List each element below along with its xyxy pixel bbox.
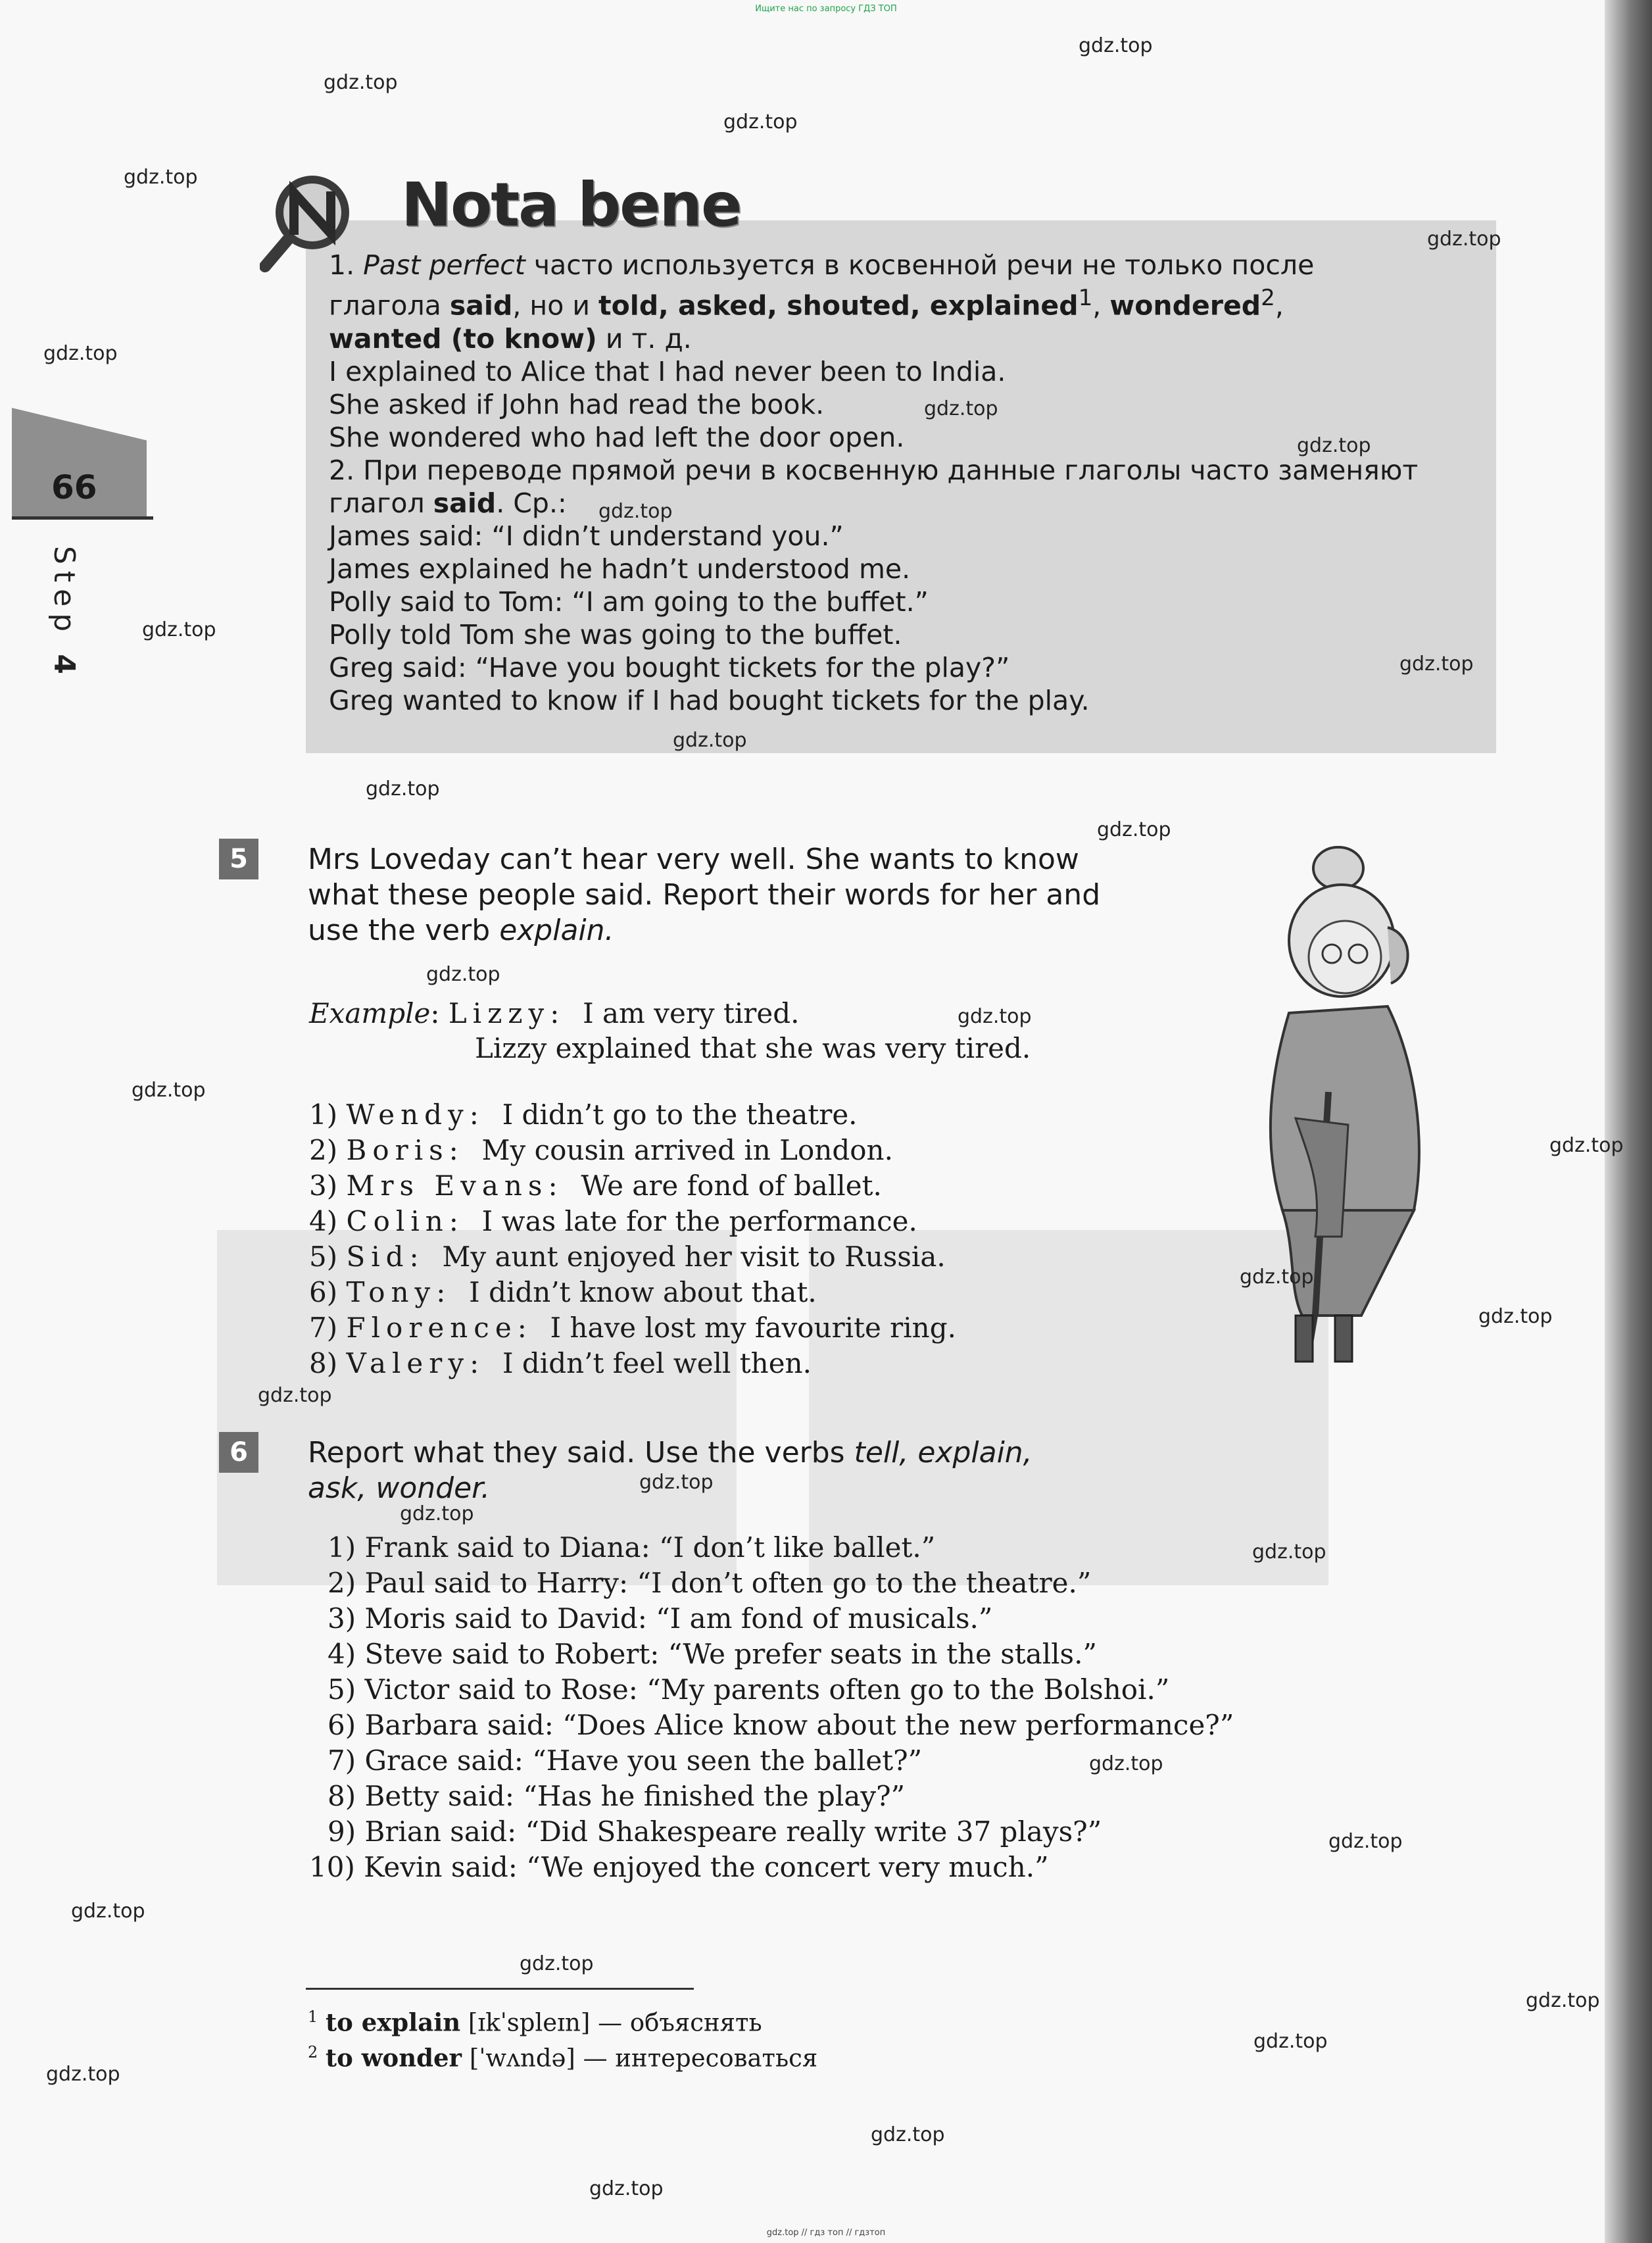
step-label: Step 4 bbox=[47, 546, 81, 674]
list-item: 9) Brian said: “Did Shakespeare really write 37 plays?” bbox=[328, 1815, 1102, 1848]
exercise-6-badge: 6 bbox=[219, 1432, 258, 1473]
watermark: gdz.top bbox=[598, 500, 673, 523]
footnote-1: $^1$ to explain [ɪkˈspleɪn] — объяснять bbox=[308, 2008, 762, 2037]
list-item: 10) Kevin said: “We enjoyed the concert very much.” bbox=[309, 1851, 1049, 1883]
list-item: 5) Victor said to Rose: “My parents often go to the Bolshoi.” bbox=[328, 1673, 1170, 1706]
nb-line: I explained to Alice that I had never been to India. bbox=[329, 355, 1006, 387]
list-item: 6) Tony: I didn’t know about that. bbox=[309, 1276, 817, 1308]
list-item: 5) Sid: My aunt enjoyed her visit to Russia. bbox=[309, 1241, 946, 1273]
nb-line: глагол said. Ср.: bbox=[329, 487, 567, 519]
watermark: gdz.top bbox=[1252, 1541, 1326, 1564]
watermark: gdz.top bbox=[723, 111, 798, 134]
nb-line: 2. При переводе прямой речи в косвенную данные глаголы часто заменяют bbox=[329, 454, 1419, 486]
footnote-2: $^2$ to wonder [ˈwʌndə] — интересоваться bbox=[308, 2043, 818, 2073]
nb-line: James explained he hadn’t understood me. bbox=[329, 553, 911, 585]
top-banner: Ищите нас по запросу ГДЗ ТОП bbox=[755, 4, 897, 14]
watermark: gdz.top bbox=[1526, 1989, 1600, 2012]
nb-line: Greg said: “Have you bought tickets for the play?” bbox=[329, 651, 1010, 683]
watermark: gdz.top bbox=[258, 1384, 332, 1407]
list-item: 2) Paul said to Harry: “I don’t often go to the theatre.” bbox=[328, 1567, 1092, 1599]
watermark: gdz.top bbox=[871, 2123, 945, 2146]
watermark: gdz.top bbox=[1328, 1830, 1403, 1853]
list-item: 3) Moris said to David: “I am fond of musicals.” bbox=[328, 1602, 993, 1635]
list-item: 3) Mrs Evans: We are fond of ballet. bbox=[309, 1170, 882, 1202]
watermark: gdz.top bbox=[958, 1005, 1032, 1028]
sidebar-rule bbox=[12, 516, 153, 520]
exercise-6-list bbox=[309, 1530, 1234, 1885]
page-number: 66 bbox=[51, 468, 97, 506]
nb-line: Greg wanted to know if I had bought tickets for the play. bbox=[329, 684, 1090, 716]
watermark: gdz.top bbox=[924, 397, 998, 420]
watermark: gdz.top bbox=[426, 963, 500, 986]
watermark: gdz.top bbox=[46, 2063, 120, 2086]
list-item: 1) Frank said to Diana: “I don’t like ballet.” bbox=[328, 1531, 936, 1564]
nb-line: Polly said to Tom: “I am going to the buffet.” bbox=[329, 585, 929, 618]
watermark: gdz.top bbox=[589, 2177, 664, 2200]
watermark: gdz.top bbox=[1079, 34, 1153, 57]
nb-line: 1. Past perfect часто используется в косвенной речи не только после bbox=[329, 249, 1315, 281]
watermark: gdz.top bbox=[1097, 818, 1171, 841]
watermark: gdz.top bbox=[124, 166, 198, 189]
watermark: gdz.top bbox=[1478, 1305, 1553, 1328]
nota-bene-text bbox=[329, 249, 1486, 717]
bottom-banner: gdz.top // гдз топ // гдзтоп bbox=[766, 2228, 886, 2238]
exercise-5-example-answer: Lizzy explained that she was very tired. bbox=[475, 1032, 1031, 1064]
watermark: gdz.top bbox=[639, 1471, 714, 1494]
exercise-5-badge: 5 bbox=[219, 839, 258, 879]
nb-line: глагола said, но и told, asked, shouted, explained$^1$, wondered$^2$, bbox=[329, 285, 1284, 322]
watermark: gdz.top bbox=[132, 1079, 206, 1102]
footnote-rule bbox=[306, 1988, 694, 1990]
list-item: 4) Colin: I was late for the performance. bbox=[309, 1205, 917, 1237]
list-item: 7) Florence: I have lost my favourite ring. bbox=[309, 1312, 956, 1344]
nb-line: Polly told Tom she was going to the buffet. bbox=[329, 618, 902, 651]
nb-line: She asked if John had read the book. bbox=[329, 388, 825, 420]
watermark: gdz.top bbox=[1297, 434, 1371, 457]
watermark: gdz.top bbox=[366, 777, 440, 801]
list-item: 4) Steve said to Robert: “We prefer seats in the stalls.” bbox=[328, 1638, 1097, 1670]
nb-line: She wondered who had left the door open. bbox=[329, 421, 905, 453]
watermark: gdz.top bbox=[142, 618, 216, 641]
page-edge-shadow bbox=[1605, 0, 1652, 2243]
watermark: gdz.top bbox=[1240, 1266, 1314, 1289]
watermark: gdz.top bbox=[673, 729, 747, 752]
watermark: gdz.top bbox=[520, 1952, 594, 1975]
list-item: 2) Boris: My cousin arrived in London. bbox=[309, 1134, 893, 1166]
list-item: 7) Grace said: “Have you seen the ballet?” bbox=[328, 1744, 923, 1777]
exercise-5-example: Example: Lizzy: I am very tired. bbox=[309, 997, 800, 1029]
watermark: gdz.top bbox=[1089, 1752, 1163, 1775]
watermark: gdz.top bbox=[1549, 1134, 1624, 1157]
nota-bene-title: Nota bene bbox=[401, 170, 741, 240]
nb-line: wanted (to know) и т. д. bbox=[329, 322, 692, 355]
watermark: gdz.top bbox=[43, 342, 118, 365]
list-item: 8) Valery: I didn’t feel well then. bbox=[309, 1347, 812, 1379]
watermark: gdz.top bbox=[71, 1900, 145, 1923]
list-item: 8) Betty said: “Has he finished the play?” bbox=[328, 1780, 906, 1812]
watermark: gdz.top bbox=[1399, 653, 1474, 676]
watermark: gdz.top bbox=[324, 71, 398, 94]
exercise-5-list bbox=[309, 1097, 956, 1381]
nb-line: James said: “I didn’t understand you.” bbox=[329, 520, 844, 552]
old-lady-illustration bbox=[1217, 842, 1480, 1368]
list-item: 1) Wendy: I didn’t go to the theatre. bbox=[309, 1098, 858, 1131]
watermark: gdz.top bbox=[1253, 2030, 1328, 2053]
watermark: gdz.top bbox=[1427, 228, 1501, 251]
exercise-6-instruction: Report what they said. Use the verbs tell, explain, ask, wonder. bbox=[308, 1436, 1032, 1505]
watermark: gdz.top bbox=[400, 1502, 474, 1525]
list-item: 6) Barbara said: “Does Alice know about the new performance?” bbox=[328, 1709, 1234, 1741]
exercise-5-instruction: Mrs Loveday can’t hear very well. She wants to know what these people said. Report their words for her and use the verb explain. bbox=[308, 843, 1101, 947]
